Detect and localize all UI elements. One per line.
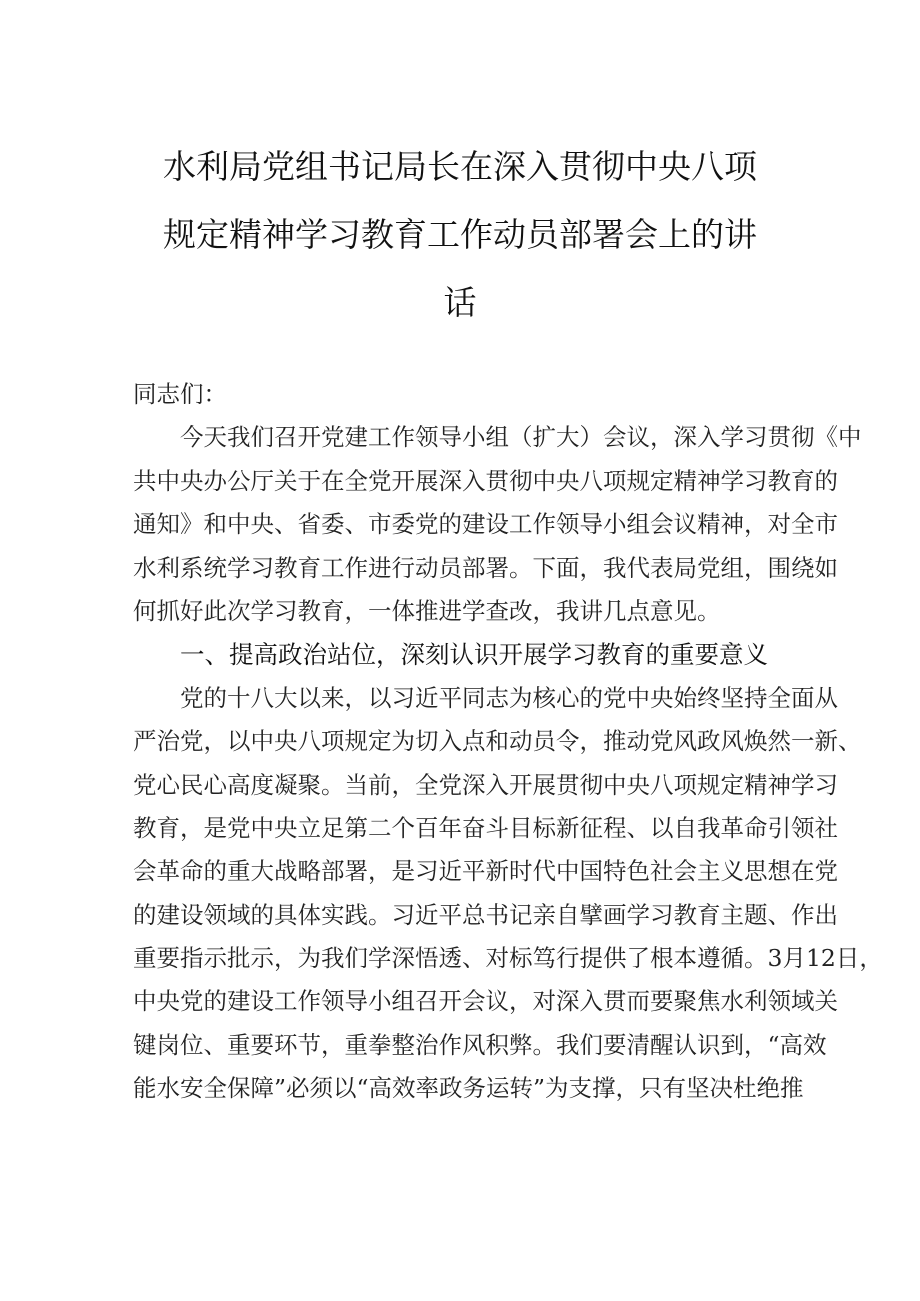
section-heading: 一、提高政治站位，深刻认识开展学习教育的重要意义	[180, 640, 768, 670]
title-line: 水利局党组书记局长在深入贯彻中央八项	[163, 147, 757, 186]
document-title	[150, 133, 770, 337]
salutation: 同志们：	[133, 380, 227, 408]
text-line: 何抓好此次学习教育，一体推进学查改，我讲几点意见。	[133, 596, 721, 625]
text-line: 水利系统学习教育工作进行动员部署。下面，我代表局党组，围绕如	[133, 553, 838, 582]
text-line: 通知》和中央、省委、市委党的建设工作领导小组会议精神，对全市	[133, 510, 838, 539]
text-line: 严治党，以中央八项规定为切入点和动员令，推动党风政风焕然一新、	[133, 727, 862, 756]
text-line: 教育，是党中央立足第二个百年奋斗目标新征程、以自我革命引领社	[133, 813, 838, 842]
text-line: 会革命的重大战略部署，是习近平新时代中国特色社会主义思想在党	[133, 857, 838, 886]
text-line: 键岗位、重要环节，重拳整治作风积弊。我们要清醒认识到，“高效	[133, 1030, 827, 1059]
paragraph-intro	[133, 416, 862, 633]
document-body	[133, 373, 883, 1111]
text-line: 党的十八大以来，以习近平同志为核心的党中央始终坚持全面从	[180, 683, 838, 712]
title-line: 规定精神学习教育工作动员部署会上的讲	[163, 215, 757, 254]
text-line: 共中央办公厅关于在全党开展深入贯彻中央八项规定精神学习教育的	[133, 466, 838, 495]
text-line: 今天我们召开党建工作领导小组（扩大）会议，深入学习贯彻《中	[180, 423, 862, 452]
text-line: 重要指示批示，为我们学深悟透、对标笃行提供了根本遵循。3月12日，	[133, 944, 883, 973]
text-line: 的建设领域的具体实践。习近平总书记亲自擘画学习教育主题、作出	[133, 900, 838, 929]
text-line: 能水安全保障”必须以“高效率政务运转”为支撑，只有坚决杜绝推	[133, 1074, 804, 1103]
paragraph-section1	[133, 677, 883, 1111]
text-line: 党心民心高度凝聚。当前，全党深入开展贯彻中央八项规定精神学习	[133, 770, 838, 799]
text-line: 中央党的建设工作领导小组召开会议，对深入贯而要聚焦水利领域关	[133, 987, 838, 1016]
title-line: 话	[443, 283, 477, 322]
